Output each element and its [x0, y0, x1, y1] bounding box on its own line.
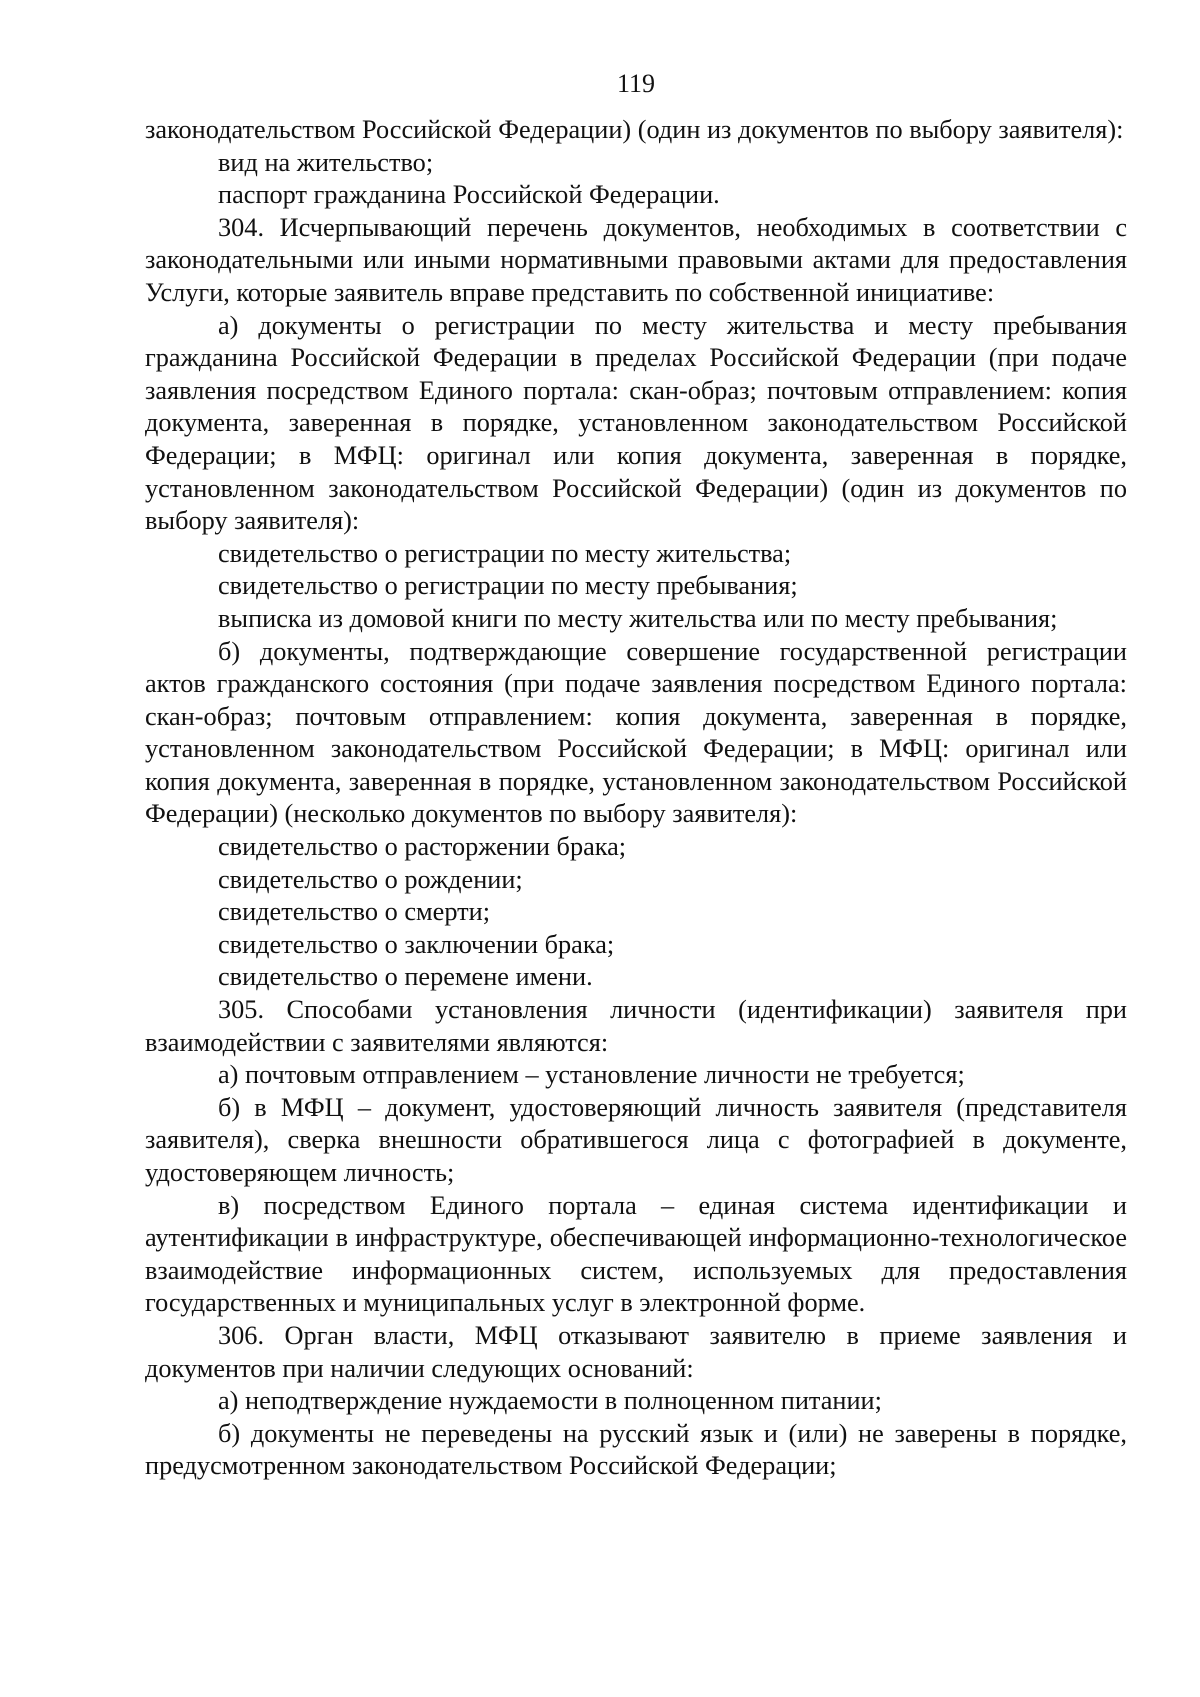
- list-item: свидетельство о заключении брака;: [218, 929, 615, 959]
- page-number: 119: [616, 69, 656, 98]
- list-item: выписка из домовой книги по месту жительства или по месту пребывания;: [218, 603, 1058, 633]
- list-item: свидетельство о перемене имени.: [218, 962, 593, 992]
- paragraph: а) неподтверждение нуждаемости в полноценном питании;: [218, 1386, 882, 1416]
- paragraph: б) документы, подтверждающие совершение государственной регистрации актов гражданского состояния (при подаче заявления посредством Единого портала: скан-образ; почтовым отправлением: копия документа, заверенная в порядке, установленном законодательством Российской Федерации; в МФЦ: оригинал или копия документа, заверенная в порядке, установленном законодательством Российской Федерации) (несколько документов по выбору заявителя):: [145, 636, 1127, 829]
- list-item: свидетельство о регистрации по месту пребывания;: [218, 571, 798, 601]
- section-306: 306. Орган власти, МФЦ отказывают заявителю в приеме заявления и документов при наличии следующих оснований:: [145, 1320, 1127, 1383]
- list-item: вид на жительство;: [218, 147, 434, 177]
- paragraph: б) документы не переведены на русский язык и (или) не заверены в порядке, предусмотренном законодательством Российской Федерации;: [145, 1418, 1127, 1481]
- list-item: свидетельство о смерти;: [218, 897, 490, 927]
- paragraph: а) документы о регистрации по месту жительства и месту пребывания гражданина Российской Федерации в пределах Российской Федерации (при подаче заявления посредством Единого портала: скан-образ; почтовым отправлением: копия документа, заверенная в порядке, установленном законодательством Российской Федерации; в МФЦ: оригинал или копия документа, заверенная в порядке, установленном законодательством Российской Федерации) (один из документов по выбору заявителя):: [145, 310, 1127, 536]
- paragraph: б) в МФЦ – документ, удостоверяющий личность заявителя (представителя заявителя), сверка внешности обратившегося лица с фотографией в документе, удостоверяющем личность;: [145, 1092, 1127, 1187]
- paragraph: а) почтовым отправлением – установление личности не требуется;: [218, 1060, 965, 1090]
- document-body: [145, 114, 1127, 1483]
- paragraph: законодательством Российской Федерации) (один из документов по выбору заявителя):: [145, 115, 1124, 144]
- section-304: 304. Исчерпывающий перечень документов, необходимых в соответствии с законодательными или иными нормативными правовыми актами для предоставления Услуги, которые заявитель вправе представить по собственной инициативе:: [145, 212, 1127, 307]
- section-305: 305. Способами установления личности (идентификации) заявителя при взаимодействии с заявителями являются:: [145, 995, 1127, 1057]
- list-item: паспорт гражданина Российской Федерации.: [218, 180, 720, 210]
- list-item: свидетельство о расторжении брака;: [218, 832, 627, 862]
- list-item: свидетельство о регистрации по месту жительства;: [218, 538, 792, 568]
- paragraph: в) посредством Единого портала – единая система идентификации и аутентификации в инфраструктуре, обеспечивающей информационно-технологическое взаимодействие информационных систем, используемых для предоставления государственных и муниципальных услуг в электронной форме.: [145, 1190, 1127, 1318]
- list-item: свидетельство о рождении;: [218, 864, 523, 894]
